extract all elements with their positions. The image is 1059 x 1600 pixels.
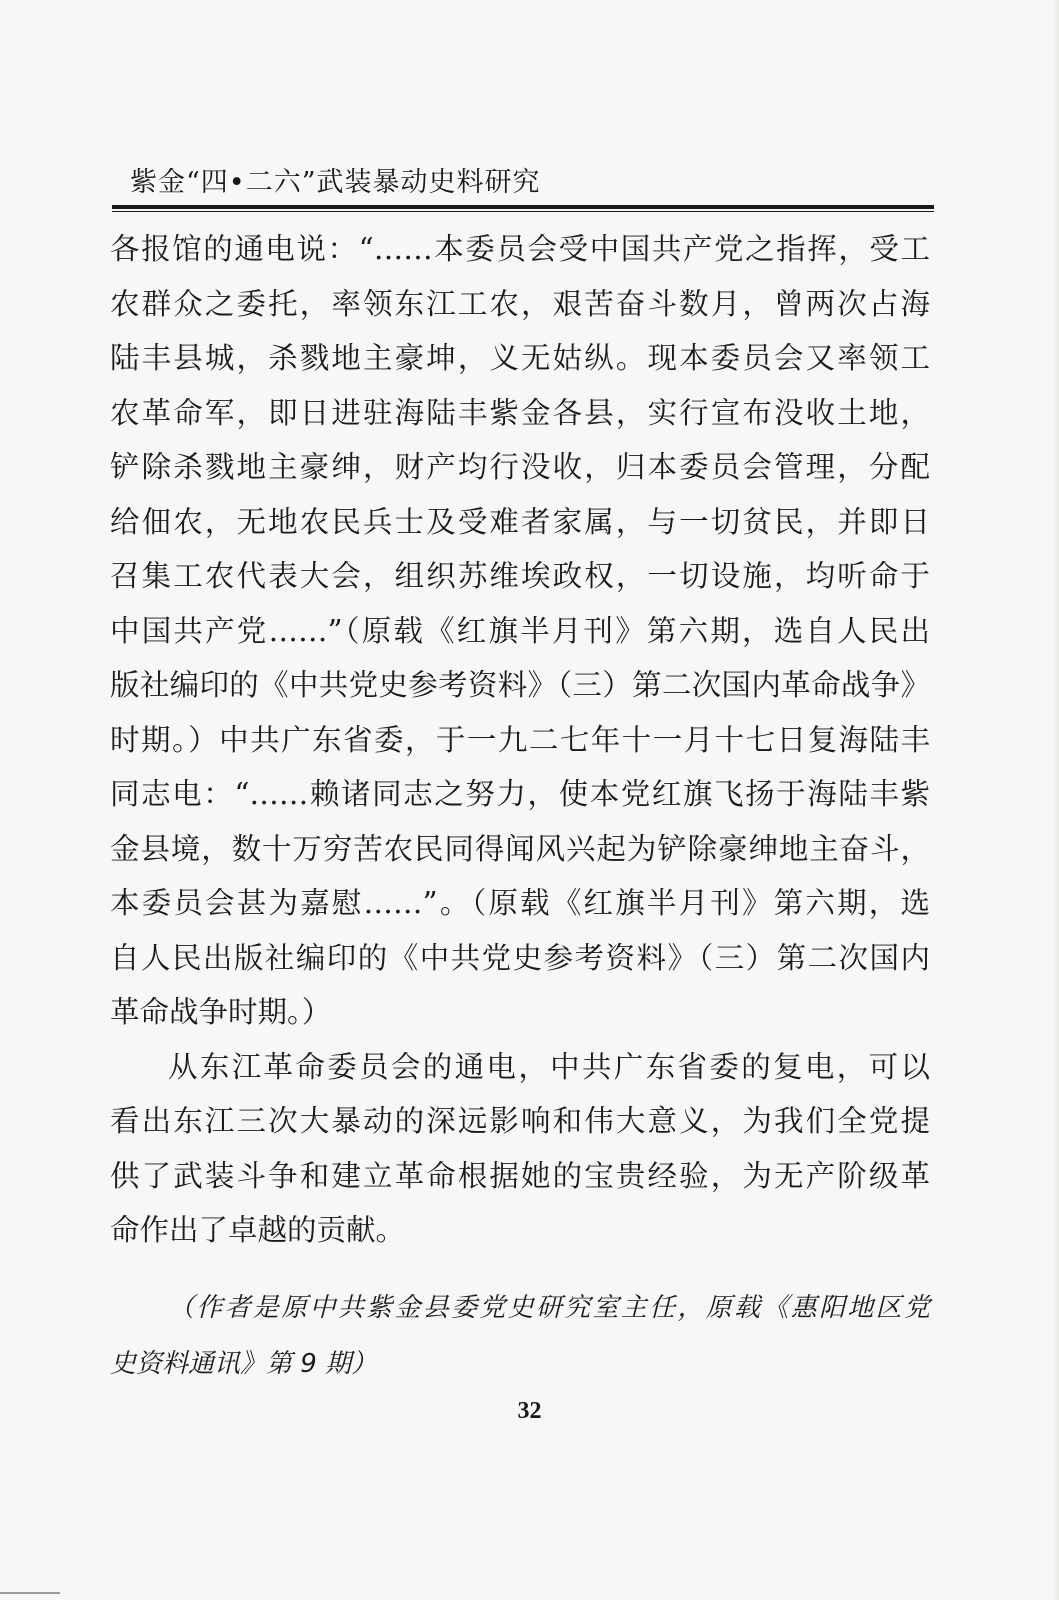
body-line: 版社编印的《中共党史参考资料》（三）第二次国内革命战争》 [110,668,930,702]
running-header-title: 紫金“四•二六”武装暴动史料研究 [130,167,541,198]
body-line: 供了武装斗争和建立革命根据她的宝贵经验，为无产阶级革 [110,1158,930,1193]
body-line: 同志电：“……赖诸同志之努力，使本党红旗飞扬于海陆丰紫 [110,777,930,811]
body-text [110,222,930,1258]
body-line: 看出东江三次大暴动的深远影响和伟大意义，为我们全党提 [110,1104,930,1138]
page-number: 32 [517,1398,542,1424]
scan-bottom-mark [0,1592,60,1594]
body-line: 命作出了卓越的贡献。 [110,1213,406,1247]
body-line: 农群众之委托，率领东江工农，艰苦奋斗数月，曾两次占海 [110,286,930,321]
body-line: 本委员会甚为嘉慰……”。（原载《红旗半月刊》第六期，选 [110,886,930,920]
body-line: 自人民出版社编印的《中共党史参考资料》（三）第二次国内 [110,940,930,975]
header-rule-thick [112,205,934,209]
paragraph-start-line: 从东江革命委员会的通电，中共广东省委的复电，可以 [168,1049,930,1084]
body-line: 金县境，数十万穷苦农民同得闻风兴起为铲除豪绅地主奋斗， [110,831,930,866]
body-line: 陆丰县城，杀戮地主豪坤，义无姑纵。现本委员会又率领工 [110,341,930,375]
scan-edge-shadow [1053,0,1059,1600]
body-line: 中国共产党……”（原载《红旗半月刊》第六期，选自人民出 [110,613,930,648]
body-line: 召集工农代表大会，组织苏维埃政权，一切设施，均听命于 [110,559,930,593]
author-note [110,1280,930,1392]
author-note-line: （作者是原中共紫金县委党史研究室主任，原载《惠阳地区党 [168,1293,930,1323]
body-line: 给佃农，无地农民兵士及受难者家属，与一切贫民，并即日 [110,504,930,539]
body-line: 铲除杀戮地主豪绅，财产均行没收，归本委员会管理，分配 [110,450,930,484]
body-line: 时期。）中共广东省委，于一九二七年十一月十七日复海陆丰 [110,722,930,757]
header-rule-thin [112,211,934,212]
body-line: 各报馆的通电说：“……本委员会受中国共产党之指挥，受工 [110,232,930,266]
author-note-line: 史资料通讯》第 9 期） [110,1349,378,1379]
body-line: 革命战争时期。） [110,995,332,1029]
body-line: 农革命军，即日进驻海陆丰紫金各县，实行宣布没收土地， [110,395,930,430]
